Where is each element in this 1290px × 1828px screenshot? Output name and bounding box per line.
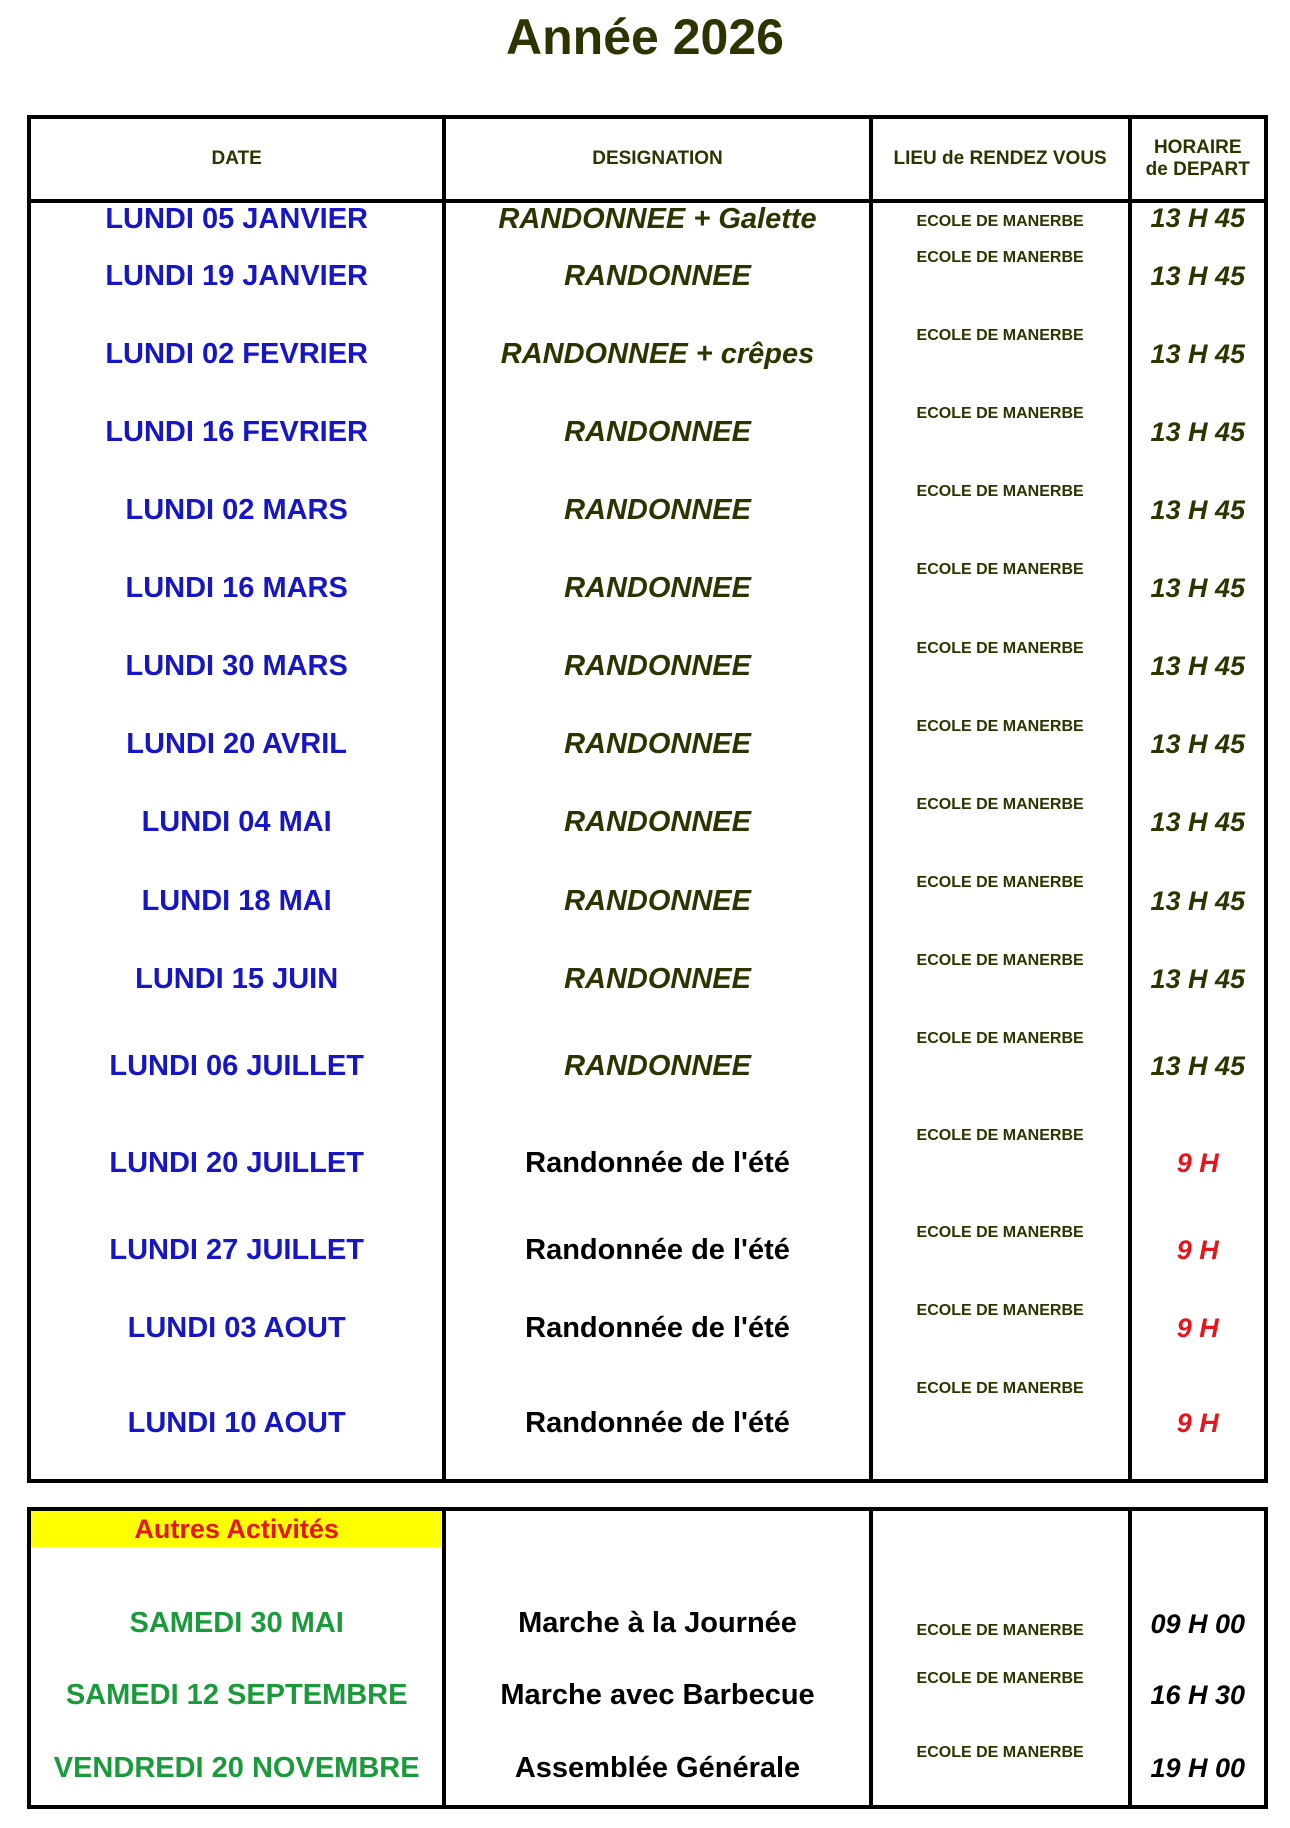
date-cell: LUNDI 27 JUILLET	[29, 1212, 444, 1290]
table-row	[29, 1018, 1266, 1115]
other-activities-table	[27, 1507, 1268, 1809]
lieu-cell: ECOLE DE MANERBE	[871, 1290, 1130, 1368]
designation-cell: RANDONNEE	[444, 549, 870, 627]
activity-row	[29, 1732, 1266, 1807]
horaire-cell: 13 H 45	[1130, 628, 1266, 706]
date-cell: LUNDI 15 JUIN	[29, 940, 444, 1018]
lieu-cell: ECOLE DE MANERBE	[871, 1212, 1130, 1290]
designation-cell: RANDONNEE	[444, 471, 870, 549]
date-cell: LUNDI 19 JANVIER	[29, 237, 444, 315]
date-cell: LUNDI 02 MARS	[29, 471, 444, 549]
horaire-cell: 13 H 45	[1130, 706, 1266, 784]
header-horaire	[1130, 117, 1266, 201]
lieu-cell: ECOLE DE MANERBE	[871, 549, 1130, 627]
designation-cell: RANDONNEE	[444, 784, 870, 862]
date-cell: LUNDI 16 FEVRIER	[29, 393, 444, 471]
lieu-cell: ECOLE DE MANERBE	[871, 862, 1130, 940]
activity-designation-cell: Assemblée Générale	[444, 1732, 870, 1807]
lieu-cell: ECOLE DE MANERBE	[871, 315, 1130, 393]
schedule-table	[27, 115, 1268, 1483]
activity-horaire-cell: 16 H 30	[1130, 1658, 1266, 1733]
date-cell: LUNDI 10 AOUT	[29, 1368, 444, 1481]
activity-date-cell: SAMEDI 30 MAI	[29, 1547, 444, 1658]
date-cell: LUNDI 06 JUILLET	[29, 1018, 444, 1115]
activity-horaire-cell: 09 H 00	[1130, 1547, 1266, 1658]
activity-lieu-cell: ECOLE DE MANERBE	[871, 1547, 1130, 1658]
table-row	[29, 1368, 1266, 1481]
horaire-cell: 13 H 45	[1130, 1018, 1266, 1115]
header-row	[29, 117, 1266, 201]
horaire-cell: 9 H	[1130, 1212, 1266, 1290]
designation-cell: Randonnée de l'été	[444, 1368, 870, 1481]
table-row	[29, 1212, 1266, 1290]
table-row	[29, 784, 1266, 862]
horaire-cell: 13 H 45	[1130, 315, 1266, 393]
activity-date-cell: VENDREDI 20 NOVEMBRE	[29, 1732, 444, 1807]
lieu-cell: ECOLE DE MANERBE	[871, 940, 1130, 1018]
designation-cell: Randonnée de l'été	[444, 1290, 870, 1368]
date-cell: LUNDI 20 JUILLET	[29, 1115, 444, 1212]
header-designation: DESIGNATION	[444, 117, 870, 201]
horaire-cell: 13 H 45	[1130, 784, 1266, 862]
table-row	[29, 628, 1266, 706]
activity-designation-cell: Marche avec Barbecue	[444, 1658, 870, 1733]
table-row	[29, 1290, 1266, 1368]
other-activities-body	[29, 1509, 1266, 1807]
activity-row	[29, 1547, 1266, 1658]
lieu-cell: ECOLE DE MANERBE	[871, 784, 1130, 862]
date-cell: LUNDI 18 MAI	[29, 862, 444, 940]
lieu-cell: ECOLE DE MANERBE	[871, 237, 1130, 315]
horaire-cell: 13 H 45	[1130, 549, 1266, 627]
date-cell: LUNDI 02 FEVRIER	[29, 315, 444, 393]
other-activities-label-row	[29, 1509, 1266, 1547]
activity-date-cell: SAMEDI 12 SEPTEMBRE	[29, 1658, 444, 1733]
horaire-cell: 13 H 45	[1130, 237, 1266, 315]
designation-cell: RANDONNEE	[444, 393, 870, 471]
table-row	[29, 471, 1266, 549]
designation-cell: RANDONNEE + crêpes	[444, 315, 870, 393]
horaire-cell: 13 H 45	[1130, 393, 1266, 471]
designation-cell: RANDONNEE	[444, 706, 870, 784]
horaire-cell: 9 H	[1130, 1368, 1266, 1481]
lieu-cell: ECOLE DE MANERBE	[871, 628, 1130, 706]
header-lieu: LIEU de RENDEZ VOUS	[871, 117, 1130, 201]
designation-cell: RANDONNEE	[444, 862, 870, 940]
activity-horaire-cell: 19 H 00	[1130, 1732, 1266, 1807]
date-cell: LUNDI 16 MARS	[29, 549, 444, 627]
lieu-cell: ECOLE DE MANERBE	[871, 1018, 1130, 1115]
activity-lieu-cell: ECOLE DE MANERBE	[871, 1658, 1130, 1733]
date-cell: LUNDI 03 AOUT	[29, 1290, 444, 1368]
lieu-cell: ECOLE DE MANERBE	[871, 201, 1130, 237]
page-title: Année 2026	[506, 9, 784, 65]
activity-lieu-cell: ECOLE DE MANERBE	[871, 1732, 1130, 1807]
schedule-body	[29, 201, 1266, 1481]
table-row	[29, 862, 1266, 940]
table-row	[29, 706, 1266, 784]
designation-cell: RANDONNEE	[444, 1018, 870, 1115]
header-date: DATE	[29, 117, 444, 201]
horaire-cell: 13 H 45	[1130, 471, 1266, 549]
table-row	[29, 237, 1266, 315]
table-row	[29, 393, 1266, 471]
date-cell: LUNDI 20 AVRIL	[29, 706, 444, 784]
lieu-cell: ECOLE DE MANERBE	[871, 706, 1130, 784]
horaire-cell: 13 H 45	[1130, 862, 1266, 940]
designation-cell: Randonnée de l'été	[444, 1115, 870, 1212]
horaire-cell: 13 H 45	[1130, 201, 1266, 237]
lieu-cell: ECOLE DE MANERBE	[871, 471, 1130, 549]
header-horaire-line1: HORAIRE	[1153, 137, 1242, 158]
table-row	[29, 201, 1266, 237]
lieu-cell: ECOLE DE MANERBE	[871, 1368, 1130, 1481]
lieu-cell: ECOLE DE MANERBE	[871, 1115, 1130, 1212]
horaire-cell: 9 H	[1130, 1290, 1266, 1368]
activity-designation-cell: Marche à la Journée	[444, 1547, 870, 1658]
date-cell: LUNDI 30 MARS	[29, 628, 444, 706]
designation-cell: RANDONNEE	[444, 940, 870, 1018]
header-horaire-line2: de DEPART	[1145, 159, 1250, 180]
table-row	[29, 315, 1266, 393]
other-activities-label: Autres Activités	[31, 1511, 442, 1547]
table-row	[29, 549, 1266, 627]
table-row	[29, 1115, 1266, 1212]
lieu-cell: ECOLE DE MANERBE	[871, 393, 1130, 471]
horaire-cell: 9 H	[1130, 1115, 1266, 1212]
table-row	[29, 940, 1266, 1018]
designation-cell: RANDONNEE	[444, 628, 870, 706]
designation-cell: Randonnée de l'été	[444, 1212, 870, 1290]
horaire-cell: 13 H 45	[1130, 940, 1266, 1018]
activity-row	[29, 1658, 1266, 1733]
designation-cell: RANDONNEE	[444, 237, 870, 315]
date-cell: LUNDI 04 MAI	[29, 784, 444, 862]
date-cell: LUNDI 05 JANVIER	[29, 201, 444, 237]
designation-cell: RANDONNEE + Galette	[444, 201, 870, 237]
